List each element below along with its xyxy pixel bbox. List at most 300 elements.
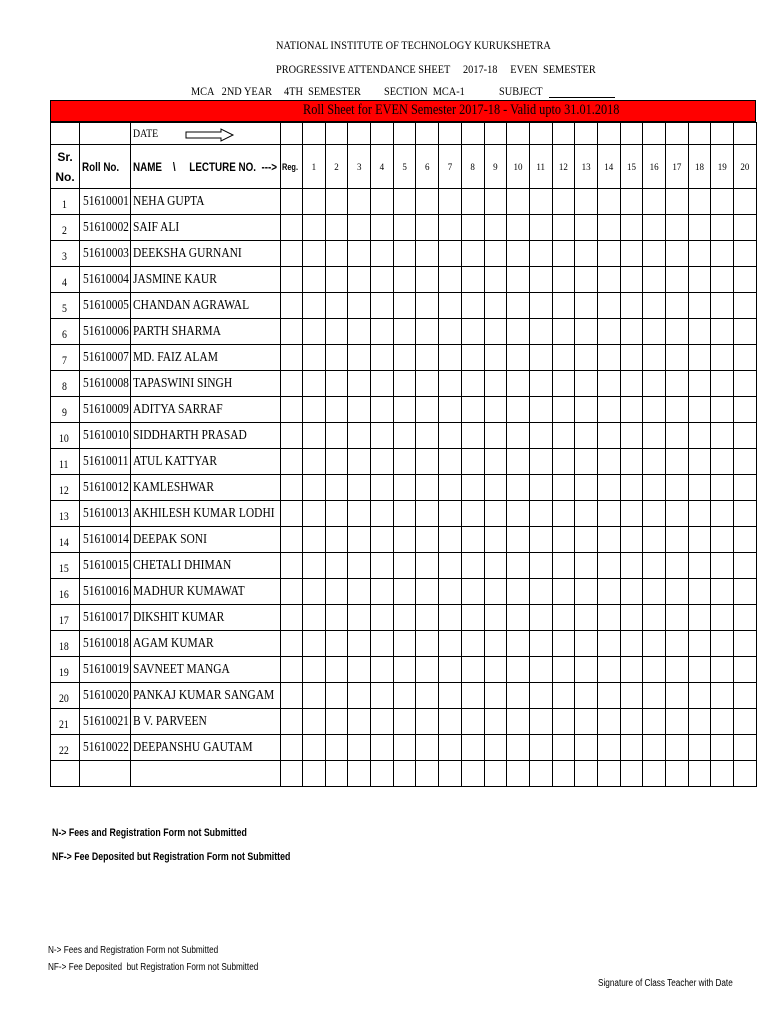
- attendance-cell[interactable]: [439, 189, 462, 215]
- attendance-cell[interactable]: [529, 657, 552, 683]
- attendance-cell[interactable]: [666, 189, 689, 215]
- attendance-cell[interactable]: [597, 319, 620, 345]
- reg-cell[interactable]: [281, 345, 303, 371]
- attendance-cell[interactable]: [461, 267, 484, 293]
- attendance-cell[interactable]: [552, 345, 575, 371]
- attendance-cell[interactable]: [643, 527, 666, 553]
- attendance-cell[interactable]: [643, 683, 666, 709]
- attendance-cell[interactable]: [439, 345, 462, 371]
- attendance-cell[interactable]: [484, 579, 507, 605]
- attendance-cell[interactable]: [666, 397, 689, 423]
- attendance-cell[interactable]: [416, 189, 439, 215]
- attendance-cell[interactable]: [529, 631, 552, 657]
- attendance-cell[interactable]: [711, 397, 734, 423]
- attendance-cell[interactable]: [416, 735, 439, 761]
- attendance-cell[interactable]: [575, 371, 598, 397]
- attendance-cell[interactable]: [529, 579, 552, 605]
- attendance-cell[interactable]: [348, 423, 371, 449]
- attendance-cell[interactable]: [303, 579, 326, 605]
- attendance-cell[interactable]: [688, 579, 711, 605]
- attendance-cell[interactable]: [711, 189, 734, 215]
- attendance-cell[interactable]: [507, 631, 530, 657]
- attendance-cell[interactable]: [371, 241, 394, 267]
- attendance-cell[interactable]: [439, 709, 462, 735]
- attendance-cell[interactable]: [393, 215, 416, 241]
- attendance-cell[interactable]: [371, 189, 394, 215]
- attendance-cell[interactable]: [371, 527, 394, 553]
- attendance-cell[interactable]: [552, 449, 575, 475]
- attendance-cell[interactable]: [303, 475, 326, 501]
- attendance-cell[interactable]: [439, 475, 462, 501]
- attendance-cell[interactable]: [620, 579, 643, 605]
- attendance-cell[interactable]: [371, 683, 394, 709]
- attendance-cell[interactable]: [552, 241, 575, 267]
- attendance-cell[interactable]: [711, 501, 734, 527]
- attendance-cell[interactable]: [484, 397, 507, 423]
- attendance-cell[interactable]: [461, 423, 484, 449]
- attendance-cell[interactable]: [575, 449, 598, 475]
- attendance-cell[interactable]: [552, 215, 575, 241]
- attendance-cell[interactable]: [711, 657, 734, 683]
- attendance-cell[interactable]: [507, 241, 530, 267]
- attendance-cell[interactable]: [711, 293, 734, 319]
- attendance-cell[interactable]: [711, 605, 734, 631]
- attendance-cell[interactable]: [348, 241, 371, 267]
- attendance-cell[interactable]: [484, 657, 507, 683]
- attendance-cell[interactable]: [643, 735, 666, 761]
- attendance-cell[interactable]: [711, 579, 734, 605]
- attendance-cell[interactable]: [643, 501, 666, 527]
- attendance-cell[interactable]: [575, 293, 598, 319]
- attendance-cell[interactable]: [620, 605, 643, 631]
- attendance-cell[interactable]: [620, 423, 643, 449]
- attendance-cell[interactable]: [416, 683, 439, 709]
- attendance-cell[interactable]: [666, 761, 689, 787]
- attendance-cell[interactable]: [688, 293, 711, 319]
- attendance-cell[interactable]: [325, 631, 348, 657]
- attendance-cell[interactable]: [371, 761, 394, 787]
- attendance-cell[interactable]: [416, 215, 439, 241]
- attendance-cell[interactable]: [734, 657, 757, 683]
- reg-cell[interactable]: [281, 631, 303, 657]
- attendance-cell[interactable]: [575, 735, 598, 761]
- attendance-cell[interactable]: [303, 215, 326, 241]
- attendance-cell[interactable]: [734, 241, 757, 267]
- attendance-cell[interactable]: [416, 579, 439, 605]
- attendance-cell[interactable]: [371, 449, 394, 475]
- attendance-cell[interactable]: [552, 605, 575, 631]
- attendance-cell[interactable]: [484, 709, 507, 735]
- attendance-cell[interactable]: [439, 267, 462, 293]
- attendance-cell[interactable]: [620, 657, 643, 683]
- attendance-cell[interactable]: [416, 527, 439, 553]
- attendance-cell[interactable]: [303, 241, 326, 267]
- attendance-cell[interactable]: [666, 657, 689, 683]
- attendance-cell[interactable]: [711, 631, 734, 657]
- attendance-cell[interactable]: [484, 319, 507, 345]
- attendance-cell[interactable]: [552, 631, 575, 657]
- attendance-cell[interactable]: [439, 683, 462, 709]
- attendance-cell[interactable]: [643, 657, 666, 683]
- attendance-cell[interactable]: [325, 397, 348, 423]
- attendance-cell[interactable]: [529, 267, 552, 293]
- attendance-cell[interactable]: [529, 683, 552, 709]
- attendance-cell[interactable]: [507, 397, 530, 423]
- attendance-cell[interactable]: [575, 553, 598, 579]
- attendance-cell[interactable]: [643, 423, 666, 449]
- attendance-cell[interactable]: [529, 501, 552, 527]
- attendance-cell[interactable]: [688, 267, 711, 293]
- attendance-cell[interactable]: [643, 579, 666, 605]
- attendance-cell[interactable]: [348, 631, 371, 657]
- attendance-cell[interactable]: [303, 631, 326, 657]
- attendance-cell[interactable]: [371, 553, 394, 579]
- attendance-cell[interactable]: [507, 605, 530, 631]
- attendance-cell[interactable]: [643, 761, 666, 787]
- attendance-cell[interactable]: [507, 683, 530, 709]
- attendance-cell[interactable]: [597, 241, 620, 267]
- attendance-cell[interactable]: [393, 631, 416, 657]
- attendance-cell[interactable]: [325, 241, 348, 267]
- attendance-cell[interactable]: [461, 319, 484, 345]
- attendance-cell[interactable]: [371, 267, 394, 293]
- attendance-cell[interactable]: [393, 761, 416, 787]
- attendance-cell[interactable]: [439, 553, 462, 579]
- attendance-cell[interactable]: [734, 761, 757, 787]
- attendance-cell[interactable]: [666, 319, 689, 345]
- attendance-cell[interactable]: [711, 345, 734, 371]
- attendance-cell[interactable]: [507, 761, 530, 787]
- attendance-cell[interactable]: [552, 657, 575, 683]
- attendance-cell[interactable]: [461, 761, 484, 787]
- attendance-cell[interactable]: [303, 605, 326, 631]
- attendance-cell[interactable]: [688, 319, 711, 345]
- attendance-cell[interactable]: [348, 657, 371, 683]
- reg-cell[interactable]: [281, 189, 303, 215]
- attendance-cell[interactable]: [416, 553, 439, 579]
- attendance-cell[interactable]: [393, 267, 416, 293]
- attendance-cell[interactable]: [529, 761, 552, 787]
- attendance-cell[interactable]: [393, 735, 416, 761]
- attendance-cell[interactable]: [416, 475, 439, 501]
- attendance-cell[interactable]: [688, 501, 711, 527]
- attendance-cell[interactable]: [688, 735, 711, 761]
- attendance-cell[interactable]: [416, 397, 439, 423]
- attendance-cell[interactable]: [734, 215, 757, 241]
- attendance-cell[interactable]: [597, 579, 620, 605]
- attendance-cell[interactable]: [597, 371, 620, 397]
- attendance-cell[interactable]: [303, 761, 326, 787]
- attendance-cell[interactable]: [666, 579, 689, 605]
- attendance-cell[interactable]: [507, 449, 530, 475]
- attendance-cell[interactable]: [529, 371, 552, 397]
- attendance-cell[interactable]: [666, 735, 689, 761]
- attendance-cell[interactable]: [552, 501, 575, 527]
- attendance-cell[interactable]: [666, 371, 689, 397]
- attendance-cell[interactable]: [552, 423, 575, 449]
- attendance-cell[interactable]: [507, 267, 530, 293]
- attendance-cell[interactable]: [643, 345, 666, 371]
- attendance-cell[interactable]: [666, 241, 689, 267]
- attendance-cell[interactable]: [597, 631, 620, 657]
- attendance-cell[interactable]: [484, 215, 507, 241]
- attendance-cell[interactable]: [303, 319, 326, 345]
- attendance-cell[interactable]: [325, 735, 348, 761]
- attendance-cell[interactable]: [666, 501, 689, 527]
- attendance-cell[interactable]: [688, 475, 711, 501]
- attendance-cell[interactable]: [303, 397, 326, 423]
- attendance-cell[interactable]: [643, 397, 666, 423]
- attendance-cell[interactable]: [303, 553, 326, 579]
- attendance-cell[interactable]: [393, 371, 416, 397]
- attendance-cell[interactable]: [507, 553, 530, 579]
- attendance-cell[interactable]: [597, 189, 620, 215]
- reg-cell[interactable]: [281, 501, 303, 527]
- attendance-cell[interactable]: [620, 501, 643, 527]
- attendance-cell[interactable]: [688, 241, 711, 267]
- attendance-cell[interactable]: [439, 501, 462, 527]
- attendance-cell[interactable]: [575, 631, 598, 657]
- reg-cell[interactable]: [281, 371, 303, 397]
- attendance-cell[interactable]: [711, 735, 734, 761]
- attendance-cell[interactable]: [325, 293, 348, 319]
- attendance-cell[interactable]: [507, 735, 530, 761]
- attendance-cell[interactable]: [643, 631, 666, 657]
- attendance-cell[interactable]: [711, 267, 734, 293]
- attendance-cell[interactable]: [461, 241, 484, 267]
- attendance-cell[interactable]: [688, 631, 711, 657]
- attendance-cell[interactable]: [734, 553, 757, 579]
- attendance-cell[interactable]: [734, 735, 757, 761]
- attendance-cell[interactable]: [666, 553, 689, 579]
- attendance-cell[interactable]: [348, 683, 371, 709]
- attendance-cell[interactable]: [688, 709, 711, 735]
- attendance-cell[interactable]: [575, 579, 598, 605]
- attendance-cell[interactable]: [643, 241, 666, 267]
- attendance-cell[interactable]: [416, 371, 439, 397]
- attendance-cell[interactable]: [688, 449, 711, 475]
- attendance-cell[interactable]: [529, 293, 552, 319]
- attendance-cell[interactable]: [552, 267, 575, 293]
- attendance-cell[interactable]: [552, 397, 575, 423]
- attendance-cell[interactable]: [734, 345, 757, 371]
- attendance-cell[interactable]: [303, 293, 326, 319]
- attendance-cell[interactable]: [484, 475, 507, 501]
- attendance-cell[interactable]: [620, 761, 643, 787]
- attendance-cell[interactable]: [484, 267, 507, 293]
- attendance-cell[interactable]: [325, 267, 348, 293]
- attendance-cell[interactable]: [552, 527, 575, 553]
- attendance-cell[interactable]: [461, 605, 484, 631]
- attendance-cell[interactable]: [529, 553, 552, 579]
- attendance-cell[interactable]: [303, 527, 326, 553]
- attendance-cell[interactable]: [597, 449, 620, 475]
- attendance-cell[interactable]: [325, 189, 348, 215]
- attendance-cell[interactable]: [734, 423, 757, 449]
- attendance-cell[interactable]: [325, 579, 348, 605]
- attendance-cell[interactable]: [416, 423, 439, 449]
- attendance-cell[interactable]: [393, 709, 416, 735]
- attendance-cell[interactable]: [711, 241, 734, 267]
- attendance-cell[interactable]: [303, 683, 326, 709]
- reg-cell[interactable]: [281, 267, 303, 293]
- attendance-cell[interactable]: [507, 293, 530, 319]
- attendance-cell[interactable]: [711, 423, 734, 449]
- attendance-cell[interactable]: [734, 475, 757, 501]
- attendance-cell[interactable]: [643, 475, 666, 501]
- attendance-cell[interactable]: [439, 397, 462, 423]
- attendance-cell[interactable]: [552, 683, 575, 709]
- attendance-cell[interactable]: [371, 215, 394, 241]
- attendance-cell[interactable]: [393, 319, 416, 345]
- attendance-cell[interactable]: [620, 527, 643, 553]
- attendance-cell[interactable]: [507, 709, 530, 735]
- attendance-cell[interactable]: [575, 423, 598, 449]
- attendance-cell[interactable]: [620, 215, 643, 241]
- attendance-cell[interactable]: [325, 215, 348, 241]
- attendance-cell[interactable]: [348, 449, 371, 475]
- attendance-cell[interactable]: [552, 293, 575, 319]
- attendance-cell[interactable]: [371, 475, 394, 501]
- attendance-cell[interactable]: [711, 761, 734, 787]
- attendance-cell[interactable]: [643, 553, 666, 579]
- attendance-cell[interactable]: [325, 345, 348, 371]
- attendance-cell[interactable]: [597, 553, 620, 579]
- attendance-cell[interactable]: [620, 371, 643, 397]
- attendance-cell[interactable]: [303, 657, 326, 683]
- attendance-cell[interactable]: [348, 267, 371, 293]
- attendance-cell[interactable]: [620, 293, 643, 319]
- reg-cell[interactable]: [281, 423, 303, 449]
- reg-cell[interactable]: [281, 553, 303, 579]
- attendance-cell[interactable]: [643, 267, 666, 293]
- attendance-cell[interactable]: [711, 449, 734, 475]
- attendance-cell[interactable]: [439, 735, 462, 761]
- attendance-cell[interactable]: [393, 293, 416, 319]
- attendance-cell[interactable]: [325, 475, 348, 501]
- attendance-cell[interactable]: [325, 683, 348, 709]
- reg-cell[interactable]: [281, 709, 303, 735]
- attendance-cell[interactable]: [484, 423, 507, 449]
- reg-cell[interactable]: [281, 293, 303, 319]
- attendance-cell[interactable]: [529, 449, 552, 475]
- attendance-cell[interactable]: [666, 709, 689, 735]
- attendance-cell[interactable]: [711, 709, 734, 735]
- attendance-cell[interactable]: [371, 657, 394, 683]
- attendance-cell[interactable]: [620, 475, 643, 501]
- attendance-cell[interactable]: [620, 449, 643, 475]
- attendance-cell[interactable]: [620, 397, 643, 423]
- attendance-cell[interactable]: [711, 371, 734, 397]
- attendance-cell[interactable]: [529, 319, 552, 345]
- reg-cell[interactable]: [281, 319, 303, 345]
- attendance-cell[interactable]: [620, 267, 643, 293]
- reg-cell[interactable]: [281, 241, 303, 267]
- attendance-cell[interactable]: [552, 475, 575, 501]
- attendance-cell[interactable]: [734, 501, 757, 527]
- attendance-cell[interactable]: [461, 371, 484, 397]
- attendance-cell[interactable]: [461, 345, 484, 371]
- attendance-cell[interactable]: [711, 215, 734, 241]
- attendance-cell[interactable]: [439, 657, 462, 683]
- attendance-cell[interactable]: [416, 631, 439, 657]
- attendance-cell[interactable]: [393, 345, 416, 371]
- attendance-cell[interactable]: [461, 215, 484, 241]
- attendance-cell[interactable]: [484, 735, 507, 761]
- attendance-cell[interactable]: [416, 293, 439, 319]
- attendance-cell[interactable]: [597, 657, 620, 683]
- attendance-cell[interactable]: [393, 501, 416, 527]
- reg-cell[interactable]: [281, 657, 303, 683]
- attendance-cell[interactable]: [416, 605, 439, 631]
- attendance-cell[interactable]: [348, 215, 371, 241]
- reg-cell[interactable]: [281, 527, 303, 553]
- attendance-cell[interactable]: [484, 241, 507, 267]
- attendance-cell[interactable]: [688, 605, 711, 631]
- attendance-cell[interactable]: [348, 345, 371, 371]
- attendance-cell[interactable]: [461, 189, 484, 215]
- attendance-cell[interactable]: [666, 527, 689, 553]
- attendance-cell[interactable]: [666, 605, 689, 631]
- attendance-cell[interactable]: [575, 709, 598, 735]
- reg-cell[interactable]: [281, 215, 303, 241]
- attendance-cell[interactable]: [597, 709, 620, 735]
- blank-cell[interactable]: [51, 761, 80, 787]
- attendance-cell[interactable]: [666, 631, 689, 657]
- attendance-cell[interactable]: [507, 501, 530, 527]
- reg-cell[interactable]: [281, 735, 303, 761]
- attendance-cell[interactable]: [371, 605, 394, 631]
- attendance-cell[interactable]: [371, 735, 394, 761]
- attendance-cell[interactable]: [461, 579, 484, 605]
- reg-cell[interactable]: [281, 449, 303, 475]
- attendance-cell[interactable]: [711, 475, 734, 501]
- attendance-cell[interactable]: [734, 605, 757, 631]
- attendance-cell[interactable]: [461, 397, 484, 423]
- attendance-cell[interactable]: [552, 709, 575, 735]
- attendance-cell[interactable]: [688, 215, 711, 241]
- attendance-cell[interactable]: [529, 241, 552, 267]
- reg-cell[interactable]: [281, 761, 303, 787]
- attendance-cell[interactable]: [529, 735, 552, 761]
- attendance-cell[interactable]: [666, 215, 689, 241]
- attendance-cell[interactable]: [325, 371, 348, 397]
- attendance-cell[interactable]: [597, 397, 620, 423]
- attendance-cell[interactable]: [416, 657, 439, 683]
- attendance-cell[interactable]: [393, 553, 416, 579]
- attendance-cell[interactable]: [575, 475, 598, 501]
- attendance-cell[interactable]: [439, 371, 462, 397]
- attendance-cell[interactable]: [666, 267, 689, 293]
- attendance-cell[interactable]: [325, 527, 348, 553]
- attendance-cell[interactable]: [439, 631, 462, 657]
- blank-cell[interactable]: [80, 761, 131, 787]
- attendance-cell[interactable]: [575, 605, 598, 631]
- attendance-cell[interactable]: [461, 475, 484, 501]
- attendance-cell[interactable]: [393, 241, 416, 267]
- attendance-cell[interactable]: [529, 709, 552, 735]
- attendance-cell[interactable]: [371, 579, 394, 605]
- attendance-cell[interactable]: [529, 189, 552, 215]
- attendance-cell[interactable]: [461, 527, 484, 553]
- attendance-cell[interactable]: [325, 449, 348, 475]
- attendance-cell[interactable]: [461, 735, 484, 761]
- attendance-cell[interactable]: [484, 293, 507, 319]
- attendance-cell[interactable]: [461, 449, 484, 475]
- attendance-cell[interactable]: [643, 449, 666, 475]
- attendance-cell[interactable]: [439, 761, 462, 787]
- attendance-cell[interactable]: [348, 553, 371, 579]
